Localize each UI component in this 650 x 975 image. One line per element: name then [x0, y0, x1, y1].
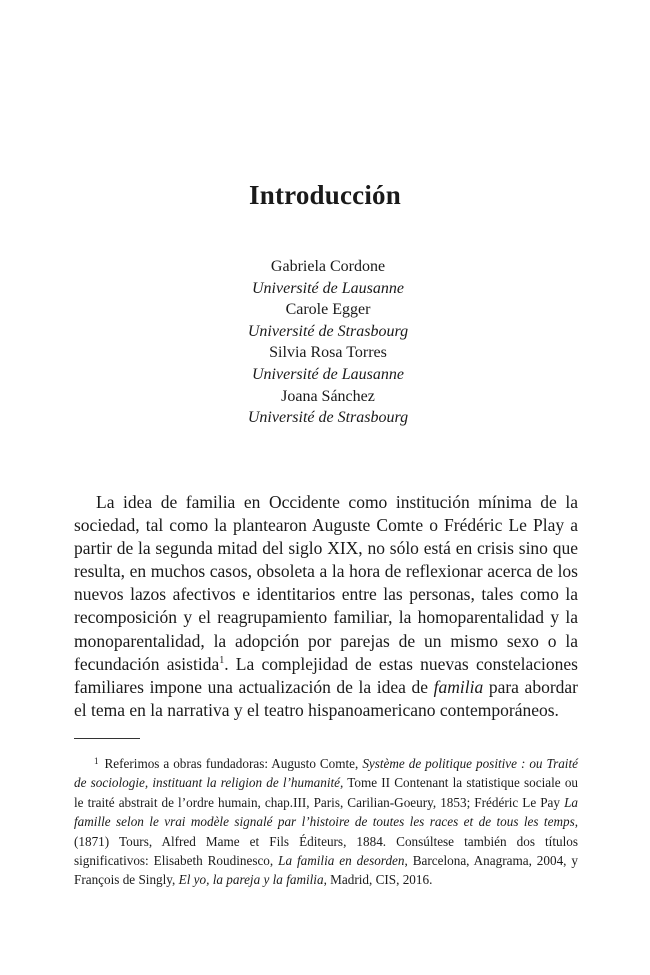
- paragraph-text: La idea de familia en Occidente como institución mínima de la sociedad, tal como la plantearon Auguste Comte o Frédéric Le Play a partir de la segunda mitad del siglo XIX, no sólo está en crisis sino que resulta, en muchos casos, obsoleta a la hora de reflexionar acerca de los nuevos lazos afectivos e identitarios entre las personas, tales como la recomposición y el reagrupamiento familiar, la homoparentalidad y la monoparentalidad, la adopción por parejas de un mismo sexo o la fecundación asistida: [74, 492, 578, 674]
- author-name: Joana Sánchez: [281, 387, 375, 405]
- paragraph-text: para abordar el tema en la narrativa y el teatro hispanoamericano contemporáneos.: [74, 676, 578, 720]
- intro-paragraph: [74, 491, 578, 722]
- footnote-title-segment: El yo, la pareja y la familia: [178, 872, 324, 888]
- footnote-title-segment: La familia en desorden: [278, 853, 405, 869]
- footnote-reference: 1: [219, 654, 225, 666]
- author-list: [0, 256, 650, 429]
- paragraph-text: . La complejidad de estas nuevas constelaciones familiares impone una actualización de la idea de: [74, 653, 578, 697]
- footnote-text-segment: , Madrid, CIS, 2016.: [323, 872, 433, 888]
- chapter-title: Introducción: [249, 180, 401, 210]
- footnote-text-segment: , (1871) Tours, Alfred Mame et Fils Éditeurs, 1884. Consúltese también dos títulos significativos: Elisabeth Roudinesco,: [74, 814, 578, 869]
- footnote-text-segment: Referimos a obras fundadoras: Augusto Comte,: [104, 756, 363, 771]
- footnote-text-segment: , Barcelona, Anagrama, 2004, y François de Singly,: [74, 853, 578, 888]
- author-affiliation: Université de Strasbourg: [247, 409, 409, 427]
- footnote-title-segment: Système de politique positive : ou Traité de sociologie, instituant la religion de l’humanité,: [74, 756, 578, 791]
- author-affiliation: Université de Lausanne: [252, 279, 404, 297]
- footnote: [74, 752, 578, 890]
- footnote-divider: [74, 738, 140, 739]
- author-affiliation: Université de Strasbourg: [247, 322, 409, 340]
- author-name: Gabriela Cordone: [270, 258, 386, 275]
- footnote-title-segment: La famille selon le vrai modèle signalé par l’histoire de toutes les races et de tous les temps: [74, 794, 578, 830]
- footnote-text-segment: Tome II Contenant la statistique sociale ou le traité abstrait de l’ordre humain, chap.III, Paris, Carilian-Goeury, 1853; Frédéric Le Pay: [74, 775, 579, 810]
- emphasized-word: familia: [433, 676, 484, 697]
- footnote-number: 1: [94, 756, 99, 766]
- author-name: Carole Egger: [285, 301, 371, 319]
- footnote-text: [74, 756, 578, 887]
- author-affiliation: Université de Lausanne: [252, 365, 404, 383]
- author-name: Silvia Rosa Torres: [269, 344, 387, 362]
